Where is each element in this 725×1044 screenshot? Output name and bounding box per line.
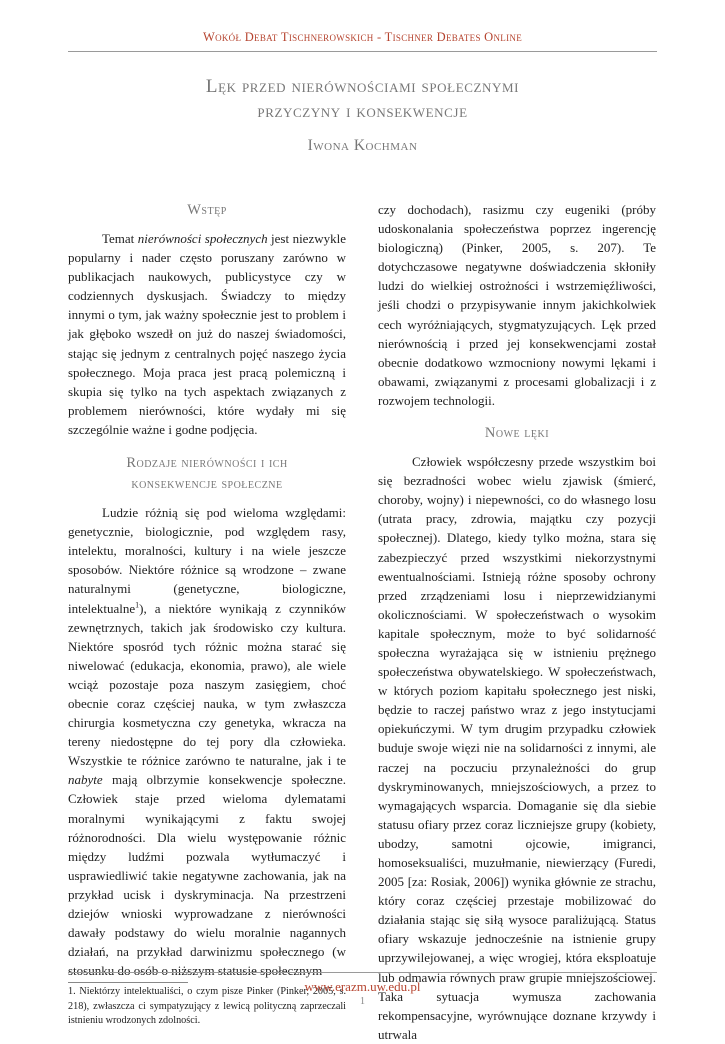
left-column	[68, 200, 346, 1028]
article-title-line-1: Lęk przed nierównościami społecznymi	[205, 76, 520, 97]
article-author: Iwona Kochman	[307, 137, 418, 154]
section-heading-types	[68, 453, 346, 495]
article-title-line-2: przyczyny i konsekwencje	[257, 101, 468, 122]
section-heading-intro: Wstęp	[187, 202, 227, 218]
footnote-1: 1. Niektórzy intelektualiści, o czym pisze Pinker (Pinker, 2005, s. 218), zwłaszcza ci sympatyzujący z lewicą polityczną zaprzeczali istnieniu wrodzonych zdolności.	[68, 986, 346, 1026]
footer-rule	[68, 972, 657, 973]
right-column	[378, 200, 656, 1044]
section-heading-types-line-1: Rodzaje nierówności i ich	[126, 455, 288, 472]
types-text-a: Ludzie różnią się pod wieloma względami: genetycznie, biologicznie, pod względem rasy, intelektu, moralności, kultury i na wiele jeszcze sposobów. Niektóre różnice są wrodzone – zwane naturalnymi (genetyczne, biologiczne, intelektualne	[68, 505, 346, 616]
section-heading-types-line-2: konsekwencje społeczne	[131, 476, 283, 493]
running-header: Wokół Debat Tischnerowskich - Tischner Debates Online	[202, 30, 522, 44]
intro-text-a: Temat	[102, 231, 138, 246]
new-fears-paragraph: Człowiek współczesny przede wszystkim boi się bezradności wobec wielu zjawisk (śmierć, choroby, wojny) i niepewności, co do własnego losu (utrata pracy, zdrowia, majątku czy pozycji społecznej). Dlatego, kiedy tylko można, stara się zabezpieczyć przed wszystkimi niekorzystnymi ewentualnościami. Istnieją różne sposoby ochrony przed zrządzeniami losu i nieprzewidzianymi okolicznościami. W społeczeństwach o wysokim kapitale społecznym, może to być solidarność społeczna wyrażająca się w istnieniu prężnego społeczeństwa obywatelskiego. W społeczeństwach, w których poziom kapitału społecznego jest niski, będzie to raczej państwo wraz z jego instytucjami opiekuńczymi. W tym drugim przypadku człowiek buduje swoje więzi nie na solidarności z innymi, ale raczej na poczuciu przynależności do grup dyskryminowanych, mniejszościowych, a przez to wymagających wsparcia. Domaganie się dla siebie statusu ofiary przez coraz liczniejsze grupy (kobiety, ubodzy, samotni ojcowie, imigranci, homoseksualiści, muzułmanie, niewierzący (Furedi, 2005 [za: Rosiak, 2006]) wynika głównie ze strachu, który coraz częściej przestaje mobilizować do działania stając się siłą wysoce paraliżującą. Status ofiary wskazuje jednocześnie na istnienie grupy uprzywilejowanej, a więc wrogiej, która eksploatuje lub odmawia równych praw grupie mniejszościowej. Taka sytuacja wymusza zachowania rekompensacyjne, wyrównujące doznane krzywdy i utrwala	[378, 454, 656, 1042]
types-text-b: ), a niektóre wynikają z czynników zewnętrznych, takich jak środowisko czy kultura. Niektóre sposród tych różnic można starać się niwelować (edukacja, ekonomia, prawo), ale wiele wciąż pozostaje poza naszym zasięgiem, choć obecnie coraz częściej nauka, w tym zwłaszcza chirurgia kosmetyczna czy genetyka, wkracza na tereny niedostępne do tej pory dla człowieka. Wszystkie te różnice zarówno te naturalne, jak i te	[68, 600, 346, 769]
intro-text-b: jest niezwykle popularny i nader często poruszany zarówno w publikacjach naukowych, publicystyce czy w codziennych dyskusjach. Świadczy to między innymi o tym, jak ważny społecznie jest to problem i jak głęboko wszedł on już do naszej świadomości, stając się jednym z centralnych pojęć naszego życia społecznego. Moja praca jest pracą polemiczną i skupia się tylko na tych aspektach związanych z problemem nierówności, które wydały mi się szczególnie ważne i godne podjęcia.	[68, 231, 346, 437]
continuation-paragraph: czy dochodach), rasizmu czy eugeniki (próby udoskonalania społeczeństwa poprzez ingerencję biologiczną) (Pinker, 2005, s. 207). Te dotychczasowe negatywne doświadczenia skłoniły ludzi do wielkiej ostrożności i wstrzemięźliwości, jeśli chodzi o przypisywanie innym jakichkolwiek cech wyróżniających, stygmatyzujących. Lęk przed nierównością i przed jej konsekwencjami został obecnie dodatkowo wzmocniony nowymi lękami i obawami, związanymi z procesami globalizacji i z rozwojem technologii.	[378, 202, 656, 408]
page-number: 1	[360, 996, 365, 1007]
section-heading-new-fears: Nowe lęki	[484, 425, 550, 442]
intro-emphasis: nierówności społecznych	[137, 231, 268, 246]
footer-url-link[interactable]: www.erazm.uw.edu.pl	[304, 979, 421, 994]
footnote-reference[interactable]: 1	[135, 600, 140, 610]
types-paragraph	[68, 503, 346, 980]
types-text-c: mają olbrzymie konsekwencje społeczne. Człowiek staje przed wieloma dylematami moralnymi wynikającymi z faktu swojej różnorodności. Dla wielu występowanie różnic między ludźmi pozwala wytłumaczyć i usprawiedliwić takie negatywne zachowania, jak na przykład ucisk i dyskryminacja. Na przestrzeni dziejów wnioski wyprowadzane z nierówności dawały podstawy do wielu moralnie nagannych działań, na przykład darwinizmu społecznego (w stosunku do osób o niższym statusie społecznym	[68, 772, 346, 979]
header-rule	[68, 51, 657, 52]
types-emphasis: nabyte	[68, 772, 103, 788]
intro-paragraph	[68, 229, 346, 439]
